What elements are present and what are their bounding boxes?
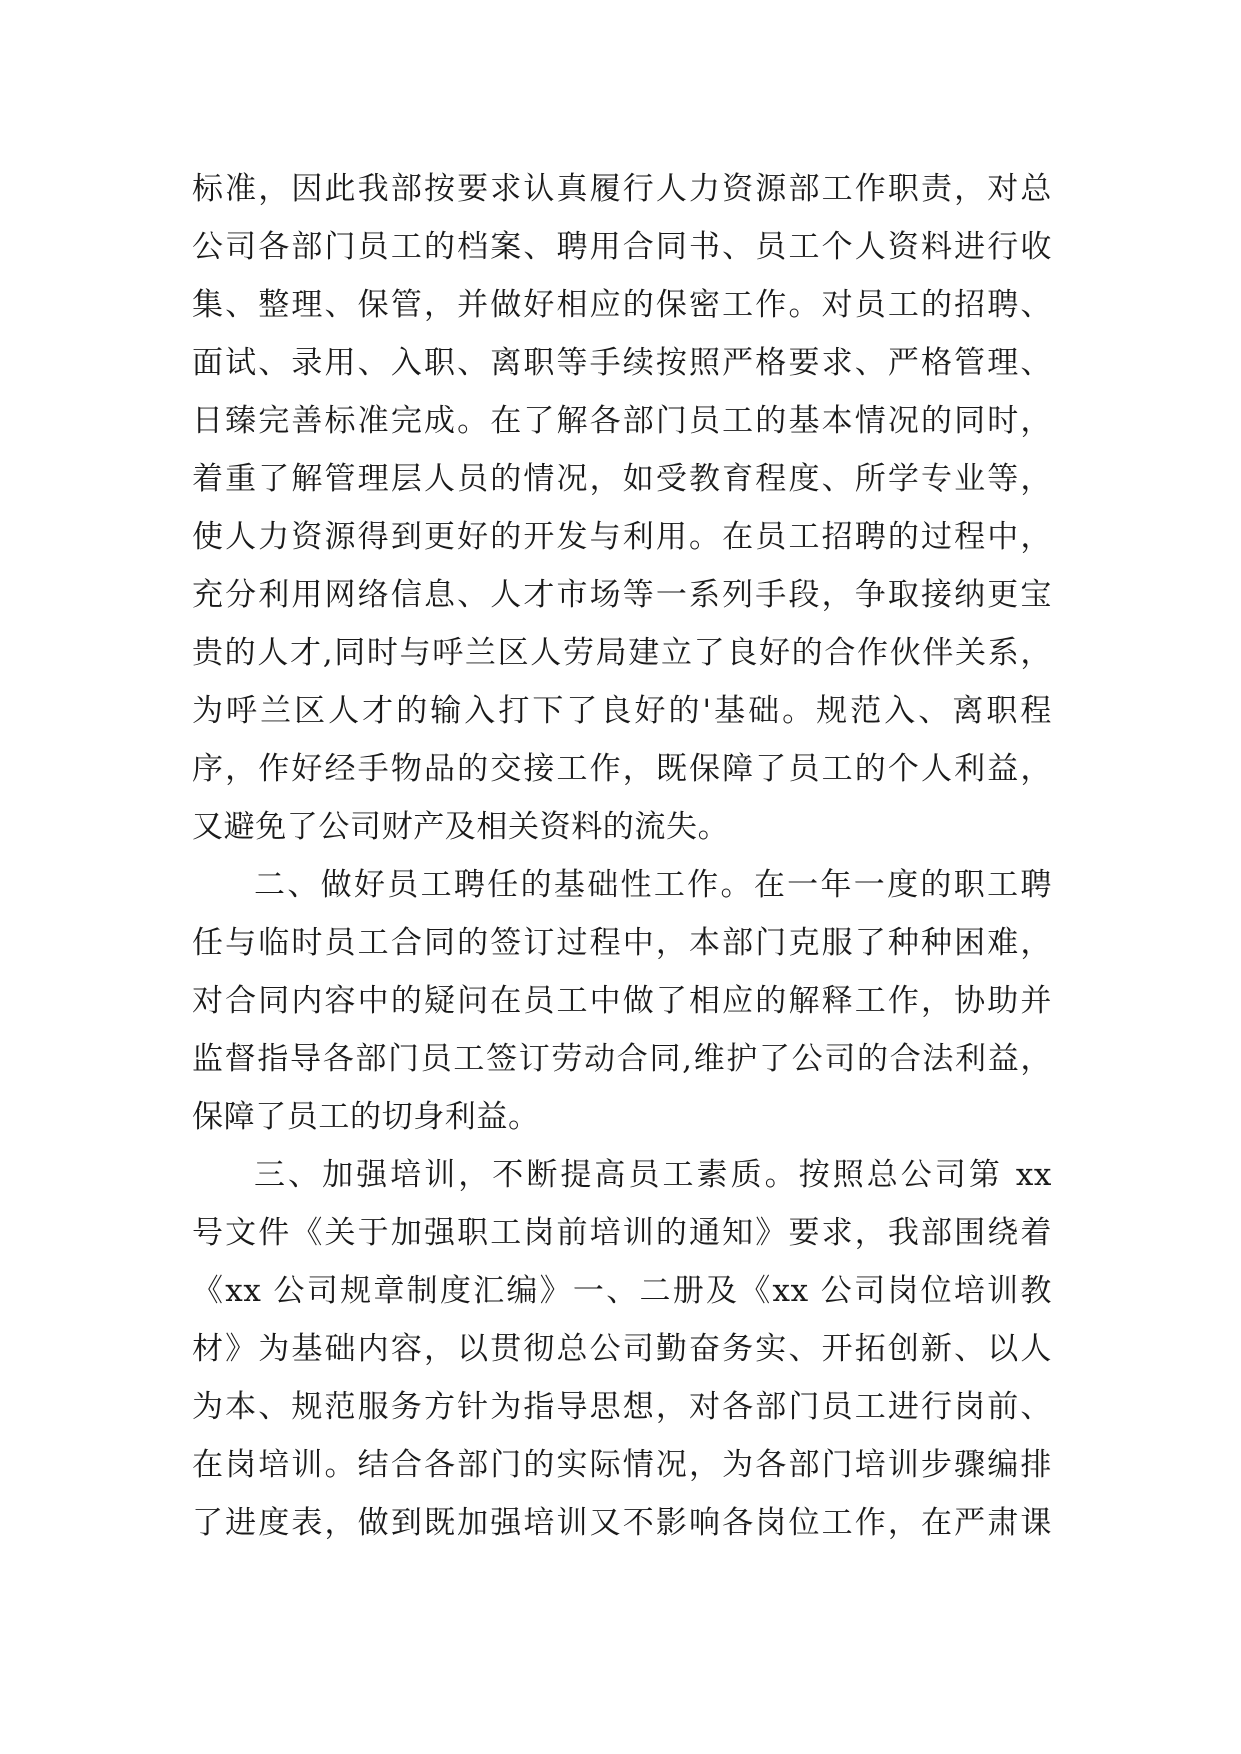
text-line: 二、做好员工聘任的基础性工作。在一年一度的职工聘: [254, 867, 1052, 903]
text-line: 材》为基础内容，以贯彻总公司勤奋务实、开拓创新、以人: [192, 1331, 1052, 1367]
text-line: 贵的人才,同时与呼兰区人劳局建立了良好的合作伙伴关系，: [192, 635, 1052, 671]
text-line: 充分利用网络信息、人才市场等一系列手段，争取接纳更宝: [192, 577, 1052, 613]
text-line: 面试、录用、入职、离职等手续按照严格要求、严格管理、: [192, 345, 1052, 381]
text-line: 三、加强培训，不断提高员工素质。按照总公司第 xx: [254, 1157, 1052, 1193]
text-line: 监督指导各部门员工签订劳动合同,维护了公司的合法利益，: [192, 1041, 1052, 1077]
text-line: 日臻完善标准完成。在了解各部门员工的基本情况的同时，: [192, 403, 1052, 439]
text-line: 号文件《关于加强职工岗前培训的通知》要求，我部围绕着: [192, 1215, 1052, 1251]
text-line: 公司各部门员工的档案、聘用合同书、员工个人资料进行收: [192, 229, 1052, 265]
text-line: 保障了员工的切身利益。: [192, 1099, 540, 1135]
text-line: 任与临时员工合同的签订过程中，本部门克服了种种困难，: [192, 925, 1052, 961]
paragraph-1: [192, 160, 1052, 856]
text-line: 序，作好经手物品的交接工作，既保障了员工的个人利益，: [192, 751, 1052, 787]
text-line: 对合同内容中的疑问在员工中做了相应的解释工作，协助并: [192, 983, 1052, 1019]
paragraph-2: [192, 856, 1052, 1146]
document-body: [192, 160, 1052, 1552]
text-line: 为本、规范服务方针为指导思想，对各部门员工进行岗前、: [192, 1389, 1052, 1425]
text-line: 又避免了公司财产及相关资料的流失。: [192, 809, 730, 845]
text-line: 标准，因此我部按要求认真履行人力资源部工作职责，对总: [192, 171, 1052, 207]
text-line: 集、整理、保管，并做好相应的保密工作。对员工的招聘、: [192, 287, 1052, 323]
text-line: 《xx 公司规章制度汇编》一、二册及《xx 公司岗位培训教: [192, 1273, 1052, 1309]
text-line: 了进度表，做到既加强培训又不影响各岗位工作，在严肃课: [192, 1505, 1052, 1541]
paragraph-3: [192, 1146, 1052, 1552]
text-line: 在岗培训。结合各部门的实际情况，为各部门培训步骤编排: [192, 1447, 1052, 1483]
text-line: 着重了解管理层人员的情况，如受教育程度、所学专业等，: [192, 461, 1052, 497]
text-line: 使人力资源得到更好的开发与利用。在员工招聘的过程中，: [192, 519, 1052, 555]
text-line: 为呼兰区人才的输入打下了良好的'基础。规范入、离职程: [192, 693, 1052, 729]
